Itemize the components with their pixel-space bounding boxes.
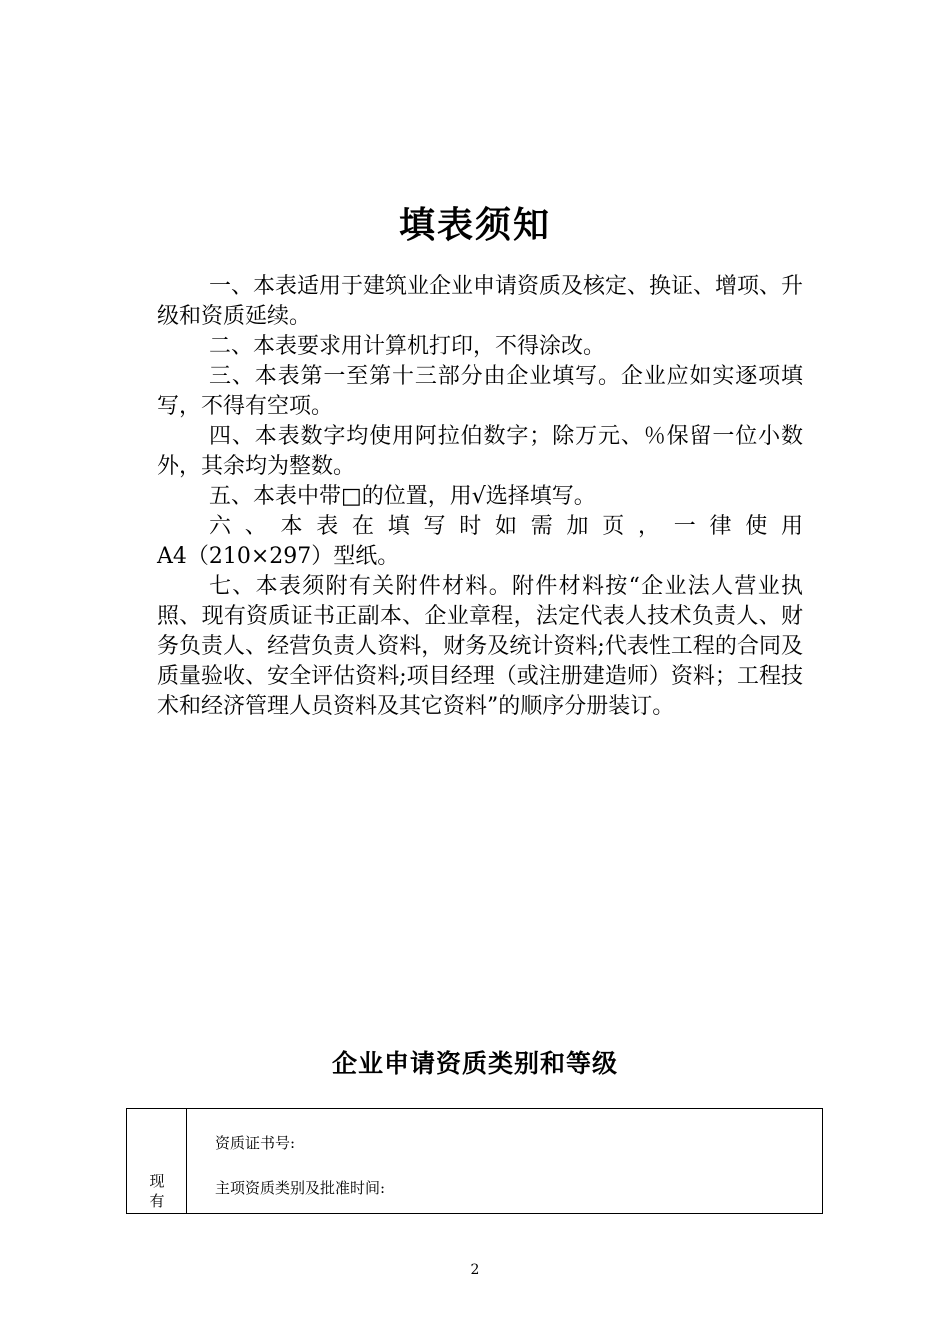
- instruction-item-4: 四、本表数字均使用阿拉伯数字；除万元、％保留一位小数外，其余均为整数。: [157, 424, 803, 479]
- instruction-item-6-line-1: 六、本表在填写时如需加页，一律使用: [209, 514, 803, 539]
- instruction-item-5: 五、本表中带□的位置，用√选择填写。: [209, 484, 596, 509]
- main-category-label: 主项资质类别及批准时间:: [215, 1179, 386, 1197]
- instruction-item-7: 七、本表须附有关附件材料。附件材料按“企业法人营业执照、现有资质证书正副本、企业章程，法定代表人技术负责人、财务负责人、经营负责人资料，财务及统计资料;代表性工程的合同及质量验收、安全评估资料;项目经理（或注册建造师）资料；工程技术和经济管理人员资料及其它资料”的顺序分册装订。: [157, 574, 803, 719]
- page-title: 填表须知: [398, 204, 551, 246]
- page-number: 2: [470, 1262, 480, 1278]
- section-title: 企业申请资质类别和等级: [331, 1049, 618, 1078]
- certificate-number-label: 资质证书号:: [215, 1134, 296, 1152]
- instruction-item-3: 三、本表第一至第十三部分由企业填写。企业应如实逐项填写，不得有空项。: [157, 364, 803, 419]
- instruction-item-6-line-2: A4（210×297）型纸。: [157, 544, 400, 569]
- instruction-item-1: 一、本表适用于建筑业企业申请资质及核定、换证、增项、升级和资质延续。: [157, 274, 804, 329]
- instructions-block: [157, 272, 803, 722]
- instruction-item-2: 二、本表要求用计算机打印，不得涂改。: [209, 334, 606, 359]
- current-label-line-1: 现: [149, 1172, 165, 1190]
- current-label-cell: [127, 1109, 187, 1213]
- current-label: [127, 1171, 187, 1211]
- current-label-line-2: 有: [149, 1192, 165, 1210]
- qualification-table: [126, 1108, 823, 1214]
